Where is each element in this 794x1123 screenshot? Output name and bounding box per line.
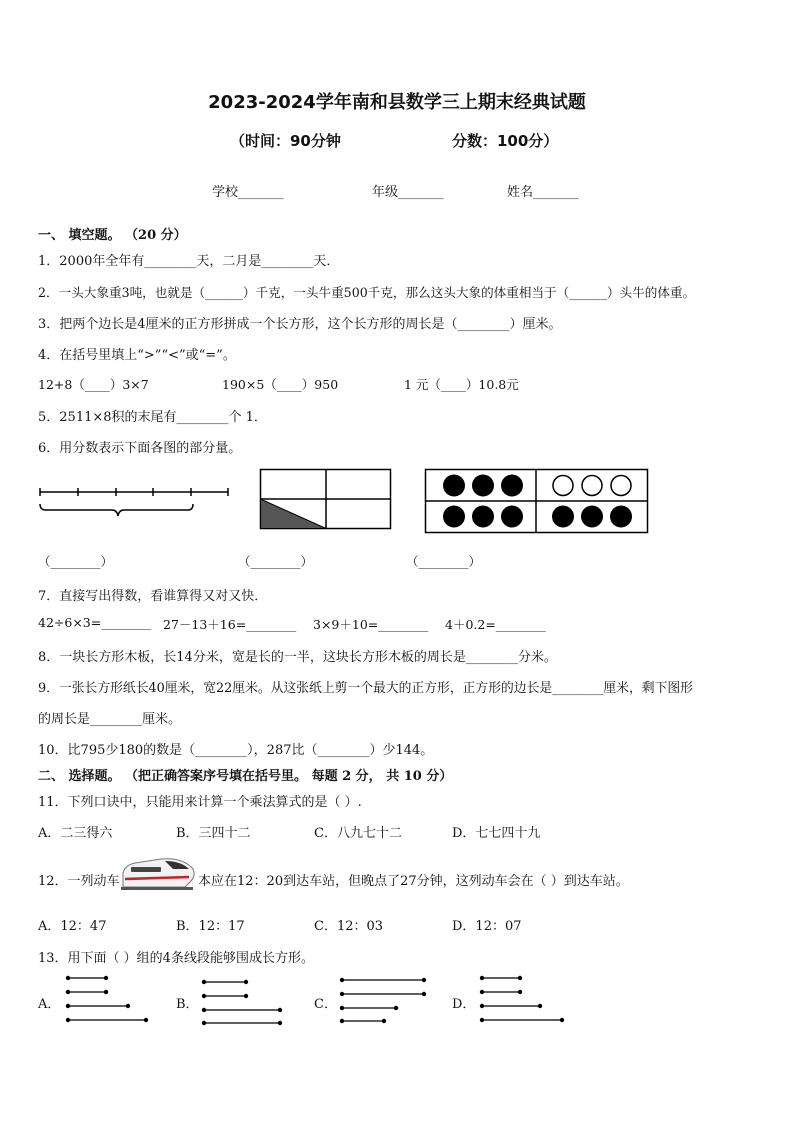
q13-segments-d (476, 972, 576, 1028)
circles-figure (425, 469, 649, 535)
page-title: 2023-2024学年南和县数学三上期末经典试题 (208, 92, 586, 113)
question-11: 11．下列口诀中，只能用来计算一个乘法算式的是（ ）. (38, 795, 362, 810)
question-7: 7．直接写出得数，看谁算得又对又快． (38, 589, 268, 604)
shaded-rectangle-figure (260, 469, 392, 531)
question-4a: 12+8（____）3×7 (38, 377, 149, 392)
q11-option-b: B．三四十二 (176, 826, 251, 841)
name-field: 姓名_______ (507, 185, 579, 200)
segment-figure (38, 484, 232, 524)
grade-field: 年级_______ (372, 185, 444, 200)
q12-option-c: C．12：03 (314, 919, 384, 934)
question-4c: 1 元（____）10.8元 (404, 377, 519, 392)
question-7d: 4＋0.2=________ (445, 617, 546, 632)
question-2: 2．一头大象重3吨，也就是（______）千克，一头牛重500千克，那么这头大象的体重相当于（______）头牛的体重。 (38, 285, 696, 300)
question-7b: 27－13＋16=________ (163, 617, 297, 632)
question-9-line1: 9．一张长方形纸长40厘米，宽22厘米。从这张纸上剪一个最大的正方形，正方形的边长是________厘米，剩下图形 (38, 681, 693, 696)
school-field: 学校_______ (212, 185, 284, 200)
q11-option-c: C．八九七十二 (314, 826, 402, 841)
q13-segments-a (60, 972, 160, 1028)
question-8: 8．一块长方形木板，长14分米，宽是长的一半，这块长方形木板的周长是________分米。 (38, 650, 557, 665)
question-7a: 42÷6×3=________ (38, 615, 152, 630)
question-6: 6．用分数表示下面各图的部分量。 (38, 441, 242, 456)
q13-option-c: C． (314, 997, 337, 1012)
q13-segments-b (198, 972, 298, 1028)
question-10: 10．比795少180的数是（________），287比（________）少144。 (38, 743, 434, 758)
question-6b-answer: （________） (238, 554, 314, 569)
question-1: 1．2000年全年有________天，二月是________天． (38, 254, 340, 269)
exam-time: （时间：90分钟 (230, 132, 341, 150)
question-12-post: 本应在12：20到达车站，但晚点了27分钟，这列动车会在（ ）到达车站。 (198, 874, 629, 889)
question-6a-answer: （________） (38, 554, 114, 569)
q13-option-a: A． (38, 997, 61, 1012)
q12-option-d: D．12：07 (452, 919, 522, 934)
section2-heading: 二、 选择题。 （把正确答案序号填在括号里。 每题 2 分， 共 10 分） (38, 769, 453, 784)
question-4b: 190×5（____）950 (222, 377, 339, 392)
question-6c-answer: （________） (406, 554, 482, 569)
question-3: 3．把两个边长是4厘米的正方形拼成一个长方形，这个长方形的周长是（________）厘米。 (38, 317, 562, 332)
question-9-line2: 的周长是________厘米。 (38, 712, 182, 727)
question-12-pre: 12．一列动车 (38, 874, 120, 889)
q13-option-b: B． (176, 997, 199, 1012)
q11-option-d: D．七七四十九 (452, 826, 541, 841)
question-5: 5．2511×8积的末尾有________个 1． (38, 410, 267, 425)
q12-option-a: A．12：47 (38, 919, 107, 934)
q11-option-a: A．二三得六 (38, 826, 113, 841)
exam-score: 分数：100分） (452, 132, 559, 150)
section1-heading: 一、 填空题。 （20 分） (38, 228, 187, 243)
q13-option-d: D． (452, 997, 476, 1012)
q13-segments-c (336, 972, 436, 1028)
q12-option-b: B．12：17 (176, 919, 245, 934)
question-13: 13．用下面（ ）组的4条线段能够围成长方形。 (38, 951, 314, 966)
question-4: 4．在括号里填上“>”“<”或“=”。 (38, 348, 236, 363)
question-7c: 3×9＋10=________ (313, 617, 429, 632)
bullet-train-image (121, 855, 197, 893)
